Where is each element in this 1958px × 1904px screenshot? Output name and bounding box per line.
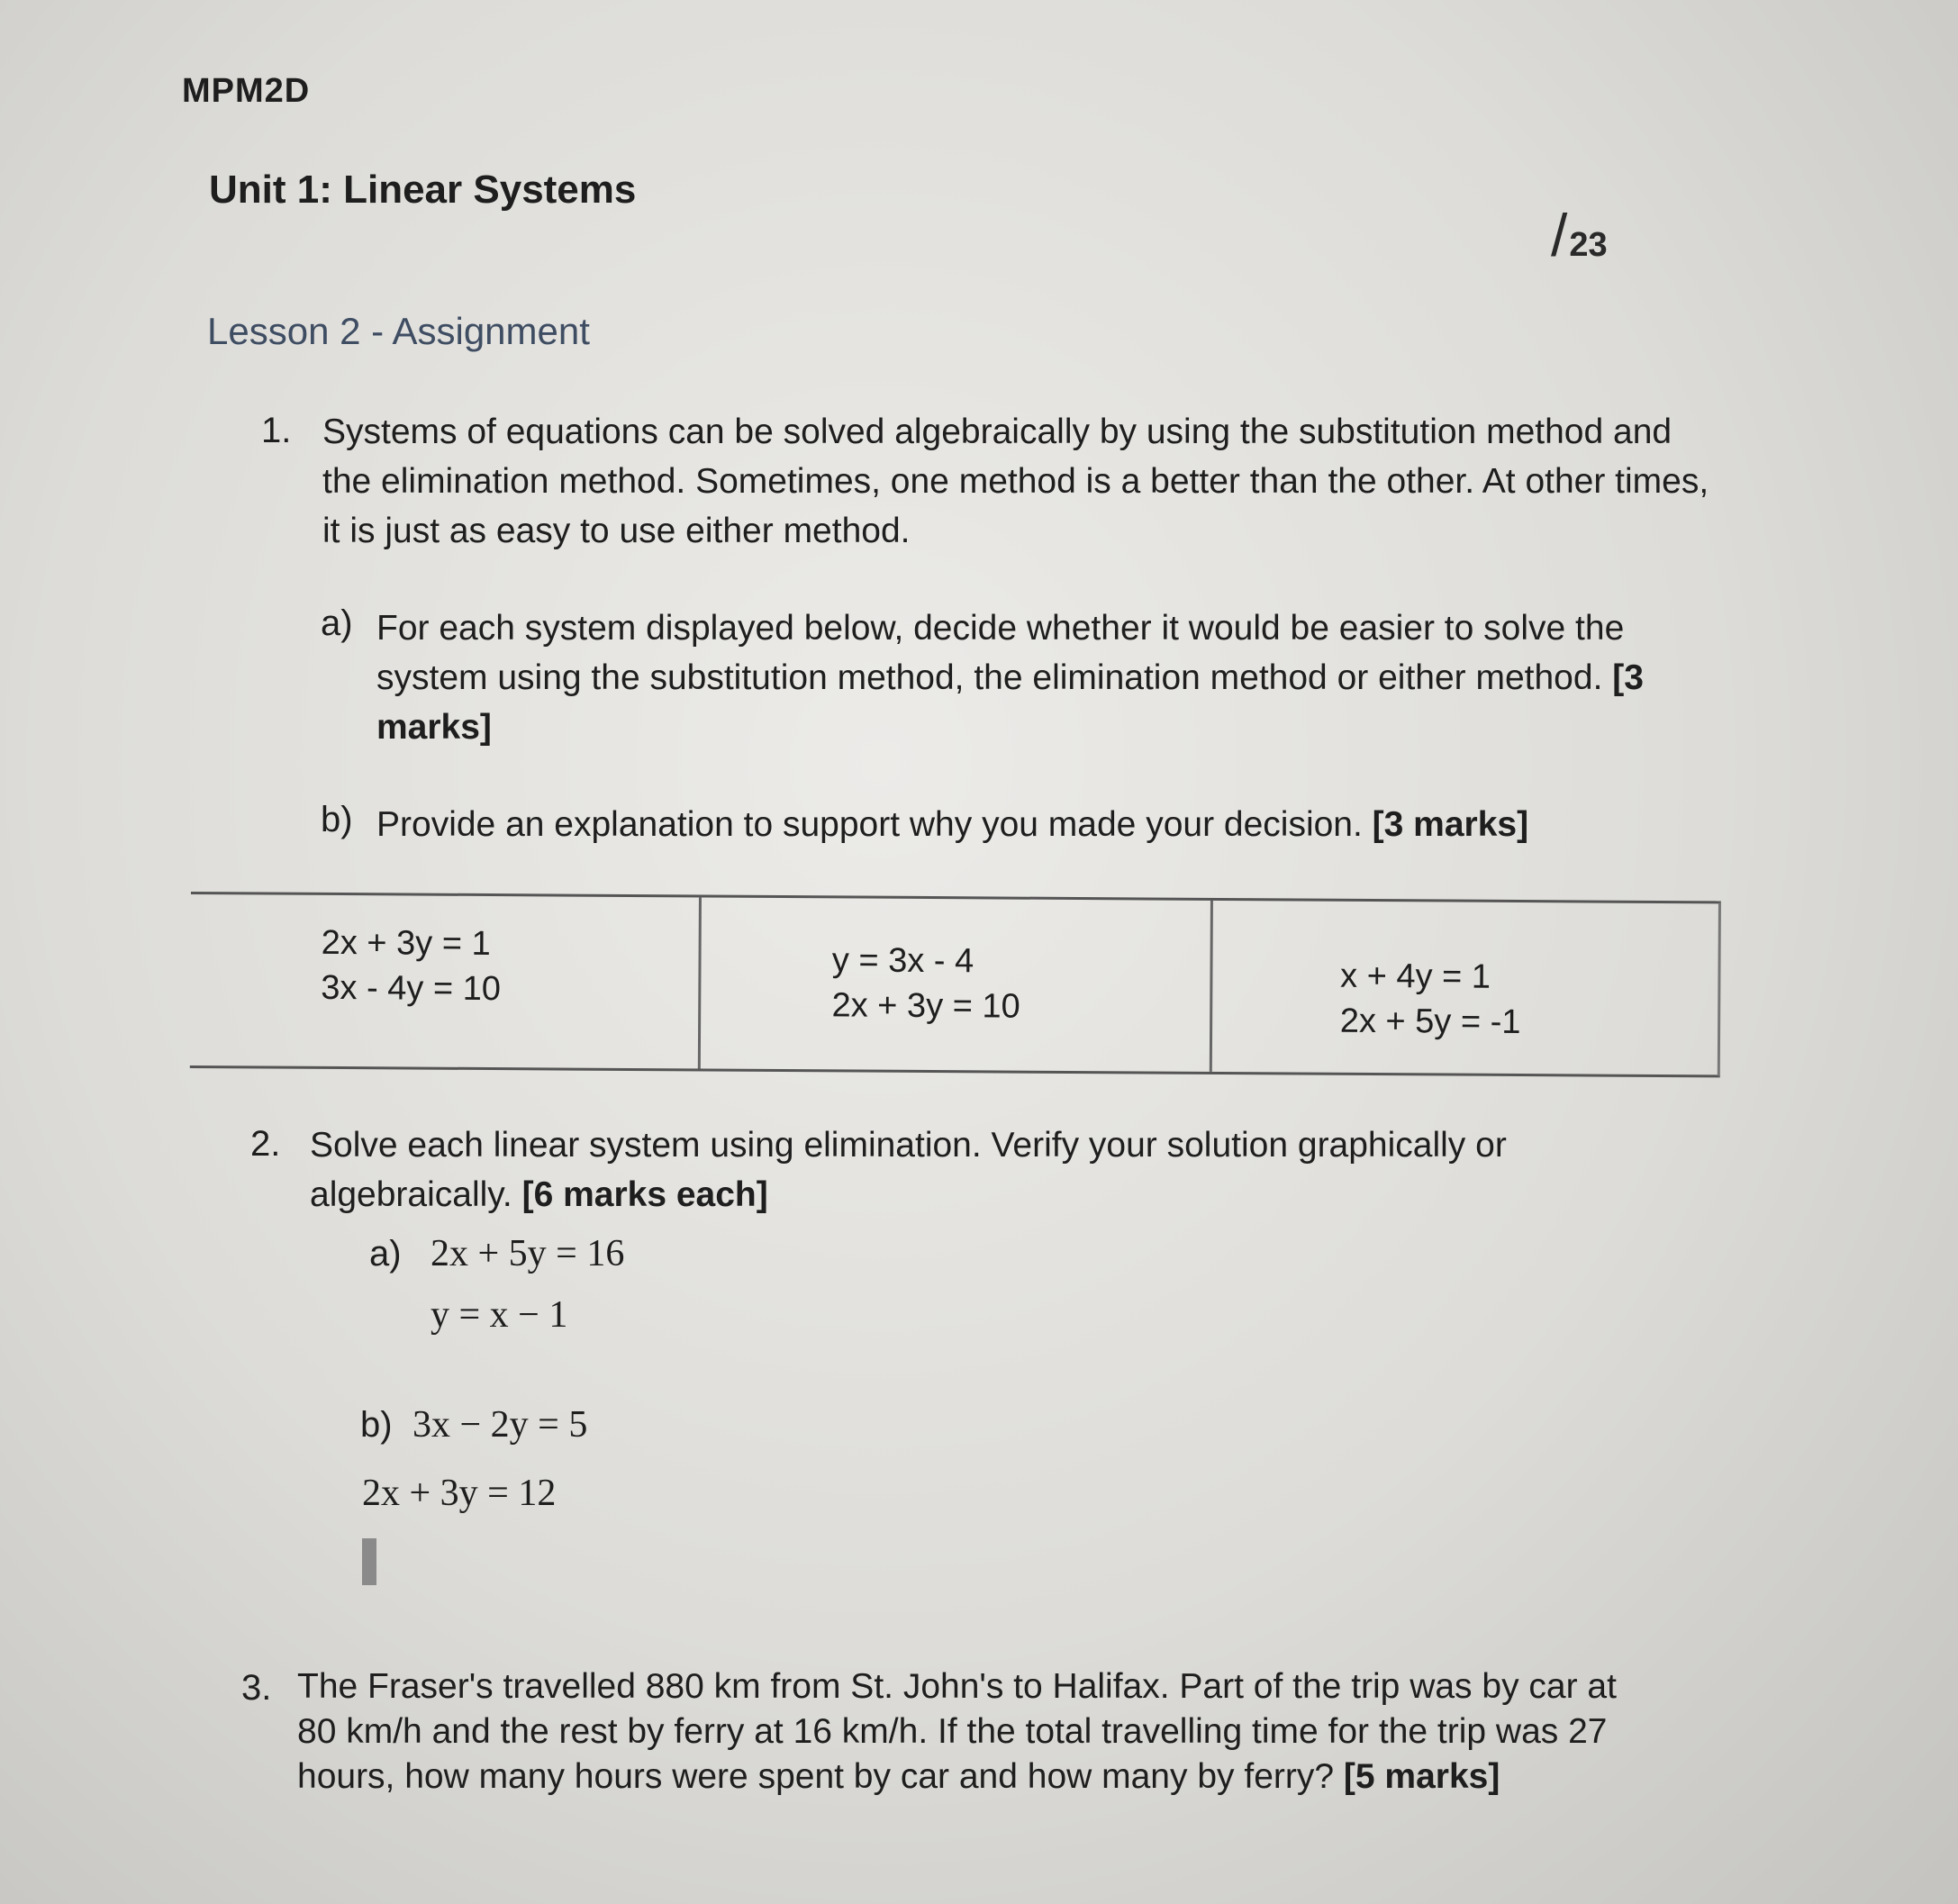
question-1a-text bbox=[376, 603, 1727, 752]
systems-table bbox=[190, 892, 1721, 1077]
question-3-number: 3. bbox=[241, 1668, 272, 1708]
question-2-text bbox=[310, 1120, 1715, 1219]
question-1b-body: Provide an explanation to support why you made your decision. bbox=[376, 805, 1363, 844]
question-3-body: The Fraser's travelled 880 km from St. John's to Halifax. Part of the trip was by car at 80 km/h and the rest by ferry at 16 km/h. If the total travelling time for the trip was 27 hours, how many hours were spent by car and how many by ferry? bbox=[297, 1667, 1617, 1796]
question-1a-body: For each system displayed below, decide whether it would be easier to solve the system using the substitution method, the elimination method or either method. bbox=[376, 609, 1625, 697]
question-2a-label: a) bbox=[369, 1234, 402, 1274]
question-2b-eq2: 2x + 3y = 12 bbox=[362, 1473, 557, 1514]
system-3-eq2: 2x + 5y = -1 bbox=[1339, 1002, 1521, 1042]
system-cell-3 bbox=[1211, 901, 1718, 1074]
question-1a-label: a) bbox=[321, 603, 353, 643]
question-2b-label: b) bbox=[360, 1405, 393, 1445]
question-2-marks: [6 marks each] bbox=[521, 1175, 768, 1214]
system-2-eq1: y = 3x - 4 bbox=[831, 941, 974, 981]
score-box bbox=[1551, 202, 1608, 268]
question-2-number: 2. bbox=[250, 1124, 281, 1164]
question-2a-eq1: 2x + 5y = 16 bbox=[431, 1233, 625, 1274]
score-slash: / bbox=[1551, 202, 1568, 268]
score-total: 23 bbox=[1569, 226, 1608, 264]
question-2-body: Solve each linear system using elimination. Verify your solution graphically or algebraically. bbox=[310, 1126, 1507, 1214]
question-3-text bbox=[297, 1664, 1630, 1800]
text-cursor[interactable] bbox=[362, 1538, 376, 1585]
question-1-text: Systems of equations can be solved algebraically by using the substitution method and the elimination method. Sometimes, one method is a better than the other. At other times, it is just as easy to use either method. bbox=[322, 413, 1709, 550]
unit-title: Unit 1: Linear Systems bbox=[209, 168, 637, 212]
system-cell-1 bbox=[190, 894, 702, 1068]
system-2-eq2: 2x + 3y = 10 bbox=[831, 986, 1020, 1026]
question-1b-label: b) bbox=[321, 800, 353, 839]
question-1b-marks: [3 marks] bbox=[1372, 805, 1529, 844]
question-1a-marks: [3 marks] bbox=[376, 658, 1644, 747]
system-cell-2 bbox=[701, 897, 1212, 1071]
question-1-number: 1. bbox=[261, 411, 292, 450]
question-2b-eq1: 3x − 2y = 5 bbox=[412, 1404, 588, 1446]
question-1b-text bbox=[376, 800, 1727, 849]
lesson-title: Lesson 2 - Assignment bbox=[207, 310, 590, 352]
question-2a-eq2: y = x − 1 bbox=[431, 1294, 568, 1336]
question-3-marks: [5 marks] bbox=[1343, 1757, 1500, 1796]
system-1-eq2: 3x - 4y = 10 bbox=[321, 968, 502, 1009]
system-1-eq1: 2x + 3y = 1 bbox=[321, 923, 491, 964]
course-code: MPM2D bbox=[182, 72, 311, 110]
system-3-eq1: x + 4y = 1 bbox=[1339, 957, 1491, 996]
